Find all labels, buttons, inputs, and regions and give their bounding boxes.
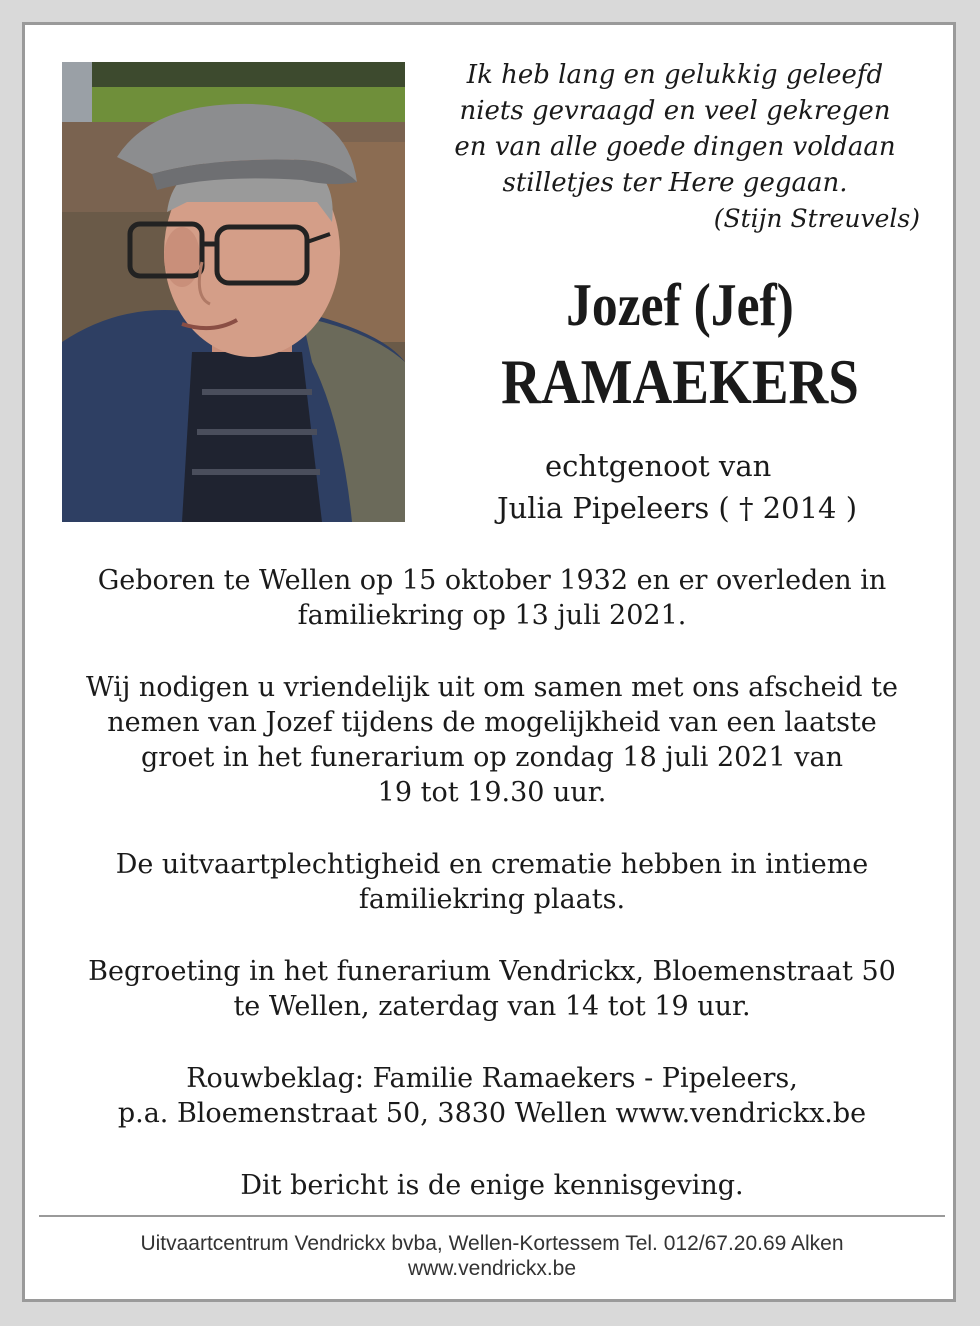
text-line: Begroeting in het funerarium Vendrickx, Bloemenstraat 50 [88,956,896,987]
text-line: te Wellen, zaterdag van 14 tot 19 uur. [233,991,751,1022]
text-line: Geboren te Wellen op 15 oktober 1932 en er overleden in [97,565,887,596]
text-line: 19 tot 19.30 uur. [377,777,607,808]
spouse-info [465,445,905,529]
poem-line: niets gevraagd en veel gekregen [459,96,891,126]
text-line: familiekring plaats. [358,884,626,915]
footer-divider [39,1215,945,1217]
greeting-paragraph [62,954,922,1024]
text-line: familiekring op 13 juli 2021. [297,600,687,631]
footer [25,1231,959,1281]
deceased-last-name: RAMAEKERS [501,346,859,417]
obituary-body [62,563,922,1240]
text-line: groet in het funerarium op zondag 18 juli 2021 van [141,742,843,773]
portrait-image [62,62,405,522]
mourning-paragraph [62,1061,922,1131]
deceased-first-name: Jozef (Jef) [566,272,794,338]
text-line: Wij nodigen u vriendelijk uit om samen met ons afscheid te [86,672,898,703]
notice-paragraph [62,1168,922,1203]
poem [445,57,920,237]
poem-line: en van alle goede dingen voldaan [454,132,896,162]
birth-death-paragraph [62,563,922,633]
portrait-photo [62,62,405,522]
poem-line: stilletjes ter Here gegaan. [502,168,848,198]
ceremony-paragraph [62,847,922,917]
text-line: nemen van Jozef tijdens de mogelijkheid van een laatste [107,707,877,738]
spouse-intro: echtgenoot van [545,449,772,483]
poem-line: Ik heb lang en gelukkig geleefd [466,60,884,90]
text-line: Dit bericht is de enige kennisgeving. [240,1170,744,1201]
text-line: De uitvaartplechtigheid en crematie hebben in intieme [115,849,869,880]
spouse-name: Julia Pipeleers ( † 2014 ) [497,491,858,525]
obituary-card [22,22,956,1302]
text-line: p.a. Bloemenstraat 50, 3830 Wellen www.vendrickx.be [117,1098,867,1129]
poem-author: (Stijn Streuvels) [713,204,920,233]
footer-website: www.vendrickx.be [407,1257,577,1280]
footer-company: Uitvaartcentrum Vendrickx bvba, Wellen-Kortessem Tel. 012/67.20.69 Alken [140,1232,844,1255]
invitation-paragraph [62,670,922,810]
text-line: Rouwbeklag: Familie Ramaekers - Pipeleers, [186,1063,798,1094]
